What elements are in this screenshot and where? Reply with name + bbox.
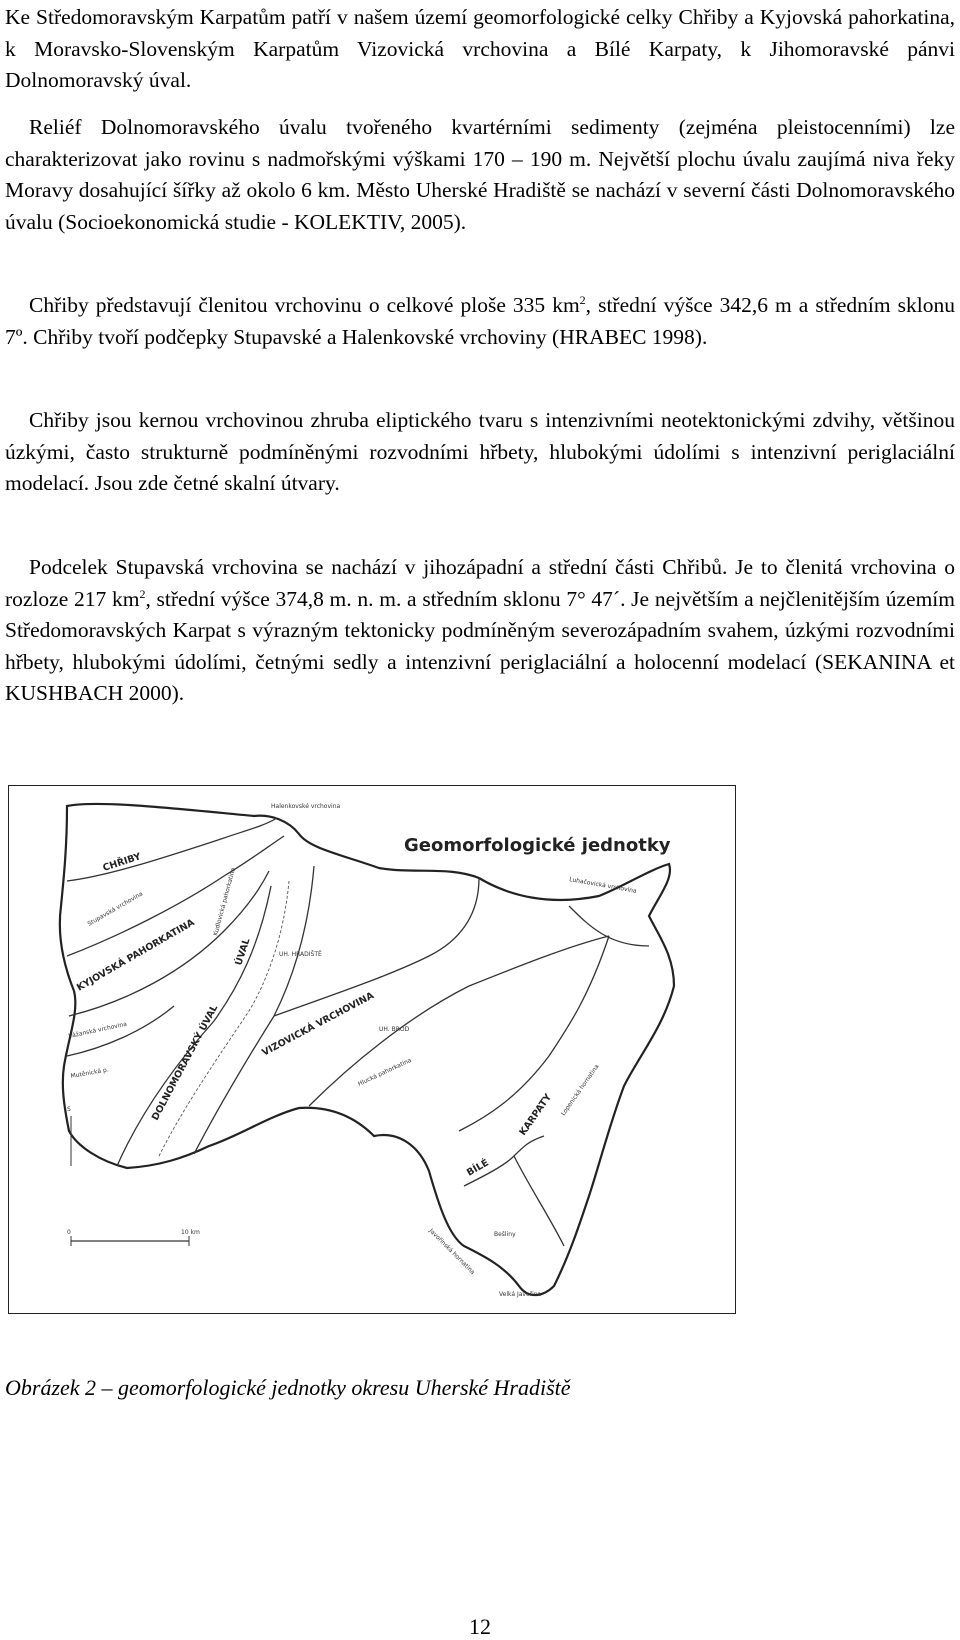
paragraph-1: Ke Středomoravským Karpatům patří v našem území geomorfologické celky Chřiby a Kyjovská pahorkatina, k Moravsko-Slovenským Karpatům Vizovická vrchovina a Bílé Karpaty, k Jihomoravské pánvi Dolnomoravský úval. <box>5 5 955 92</box>
label-lopenicka: Lopenická hornatina <box>559 1063 601 1118</box>
label-kudlovicka: Kudlovická pahorkatina <box>212 867 238 937</box>
paragraph-5-text-a: Podcelek Stupavská vrchovina se nachází v jihozápadní a střední části Chřibů. Je to členitá vrchovina o rozloze 217 km <box>5 555 955 611</box>
boundary-morava-river <box>159 881 289 1156</box>
label-dolnomoravsky: DOLNOMORAVSKÝ ÚVAL <box>149 1003 221 1123</box>
paragraph-5-text-b: , střední výšce 374,8 m. n. m. a středním sklonu 7° 47´. Je největším a nejčlenitějším územím Středomoravských Karpat s výrazným tektonicky podmíněným severozápadním svahem, úzkými rozvodními hřbety, hlubokými údolími, četnými sedly a intenzivní periglaciální a holocenní modelací (SEKANINA et KUSHBACH 2000). <box>5 586 955 705</box>
paragraph-3-text-a: Chřiby představují členitou vrchovinu o celkové ploše 335 km <box>29 293 580 317</box>
label-karpaty: KARPATY <box>517 1092 555 1138</box>
label-vazanska: Vážanská vrchovina <box>67 1020 128 1040</box>
scale-km: 10 km <box>181 1229 200 1236</box>
label-stupavska: Stupavská vrchovina <box>86 890 145 928</box>
boundary-vizovicka <box>274 878 479 1016</box>
label-uval: ÚVAL <box>233 937 253 967</box>
paragraph-4: Chřiby jsou kernou vrchovinou zhruba eliptického tvaru s intenzivními neotektonickými zdvihy, většinou úzkými, často strukturně podmíněnými rozvodními hřbety, hlubokými údolími s intenzivní periglaciální modelací. Jsou zde četné skalní útvary. <box>5 408 955 495</box>
paragraph-2: Reliéf Dolnomoravského úvalu tvořeného kvartérními sedimenty (zejména pleistocenními) lze charakterizovat jako rovinu s nadmořskými výškami 170 – 190 m. Největší plochu úvalu zaujímá niva řeky Moravy dosahující šířky až okolo 6 km. Město Uherské Hradiště se nachází v severní části Dolnomoravského úvalu (Socioekonomická studie - KOLEKTIV, 2005). <box>5 115 955 234</box>
label-hlucka: Hlucká pahorkatina <box>356 1056 413 1088</box>
label-uh-hradiste: UH. HRADIŠTĚ <box>279 951 322 958</box>
paragraph-5 <box>5 552 955 710</box>
label-bile: BÍLÉ <box>465 1157 491 1179</box>
label-uh-brod: UH. BROD <box>379 1026 410 1033</box>
label-vizovicka: VIZOVICKÁ VRCHOVINA <box>260 990 376 1059</box>
boundary-hlucka <box>309 936 609 1106</box>
label-halenkovska: Halenkovské vrchovina <box>271 803 341 810</box>
label-mutenicka: Mutěnická p. <box>70 1066 110 1080</box>
scale-zero: 0 <box>67 1229 71 1236</box>
label-chriby: CHŘIBY <box>101 851 143 874</box>
boundary-bestiny <box>514 1156 564 1246</box>
boundary-bile-karpaty <box>459 936 609 1131</box>
label-javorinska: Javořinská hornatina <box>427 1227 477 1276</box>
label-bestiny: Bešliny <box>494 1231 516 1238</box>
north-arrow-icon <box>67 1106 71 1166</box>
boundary-luhacovicka <box>569 906 649 946</box>
boundary-javorinska <box>464 1136 544 1186</box>
page-number: 12 <box>469 1614 491 1639</box>
paragraph-5-superscript: 2 <box>139 586 146 601</box>
geomorphology-map <box>9 786 735 1313</box>
paragraph-3-text-b: , střední výšce 342,6 m a středním sklonu 7º. Chřiby tvoří podčepky Stupavské a Halenkovské vrchoviny (HRABEC 1998). <box>5 293 955 349</box>
paragraph-3 <box>5 290 955 353</box>
label-velka-javorina: Velká Javořina <box>499 1291 542 1298</box>
north-label: S <box>67 1106 71 1113</box>
figure-caption: Obrázek 2 – geomorfologické jednotky okresu Uherské Hradiště <box>5 1375 571 1400</box>
scale-bar <box>67 1229 200 1246</box>
paragraph-3-superscript: 2 <box>579 293 586 307</box>
label-kyjovska: KYJOVSKÁ PAHORKATINA <box>75 917 197 994</box>
geomorphology-map-figure <box>8 785 736 1314</box>
label-luhacovicka: Luhačovická vrchovina <box>568 876 638 895</box>
boundary-chriby <box>67 818 277 881</box>
map-title: Geomorfologické jednotky <box>404 835 671 856</box>
